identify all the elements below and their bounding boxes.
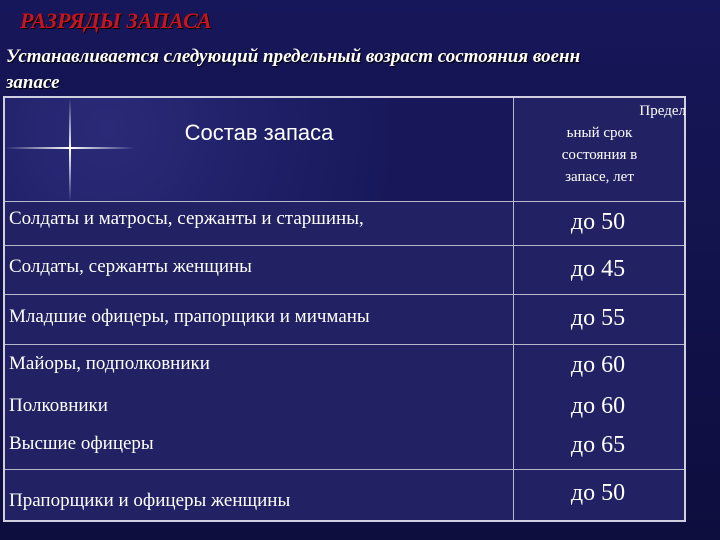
reserve-table [3, 96, 686, 522]
header-cell-composition [5, 98, 513, 201]
subtitle-line-1: Устанавливается следующий предельный возраст состояния военн [6, 46, 581, 67]
subtitle-line-2: запасе [6, 72, 60, 93]
header-limit-line-2: ьный срок [566, 125, 633, 141]
row-divider [5, 344, 684, 345]
table-row-category: Высшие офицеры [9, 433, 154, 454]
header-limit-line-1: Предел [639, 103, 686, 119]
row-divider [5, 469, 684, 470]
table-row-category: Полковники [9, 395, 108, 416]
sparkle-decoration-vertical [69, 98, 71, 201]
row-divider [5, 201, 684, 202]
row-divider [5, 294, 684, 295]
table-row-category: Прапорщики и офицеры женщины [9, 490, 291, 511]
subtitle [6, 44, 720, 96]
header-label-composition: Состав запаса [184, 120, 334, 145]
table-row-limit: до 50 [570, 209, 626, 235]
slide-title: РАЗРЯДЫ ЗАПАСА [20, 8, 212, 33]
header-limit-line-3: состояния в [561, 147, 638, 163]
table-row-limit: до 65 [570, 432, 626, 458]
row-divider [5, 245, 684, 246]
table-row-limit: до 50 [570, 480, 626, 506]
header-cell-limit [513, 100, 686, 188]
table-row-limit: до 60 [570, 393, 626, 419]
table-row-limit: до 55 [570, 305, 626, 331]
table-row-category: Солдаты, сержанты женщины [9, 256, 252, 277]
table-row-category: Младшие офицеры, прапорщики и мичманы [9, 306, 370, 327]
table-row-limit: до 60 [570, 352, 626, 378]
table-row-category: Солдаты и матросы, сержанты и старшины, [9, 208, 364, 229]
table-row-category: Майоры, подполковники [9, 353, 210, 374]
header-limit-line-4: запасе, лет [565, 169, 634, 185]
table-row-limit: до 45 [570, 256, 626, 282]
